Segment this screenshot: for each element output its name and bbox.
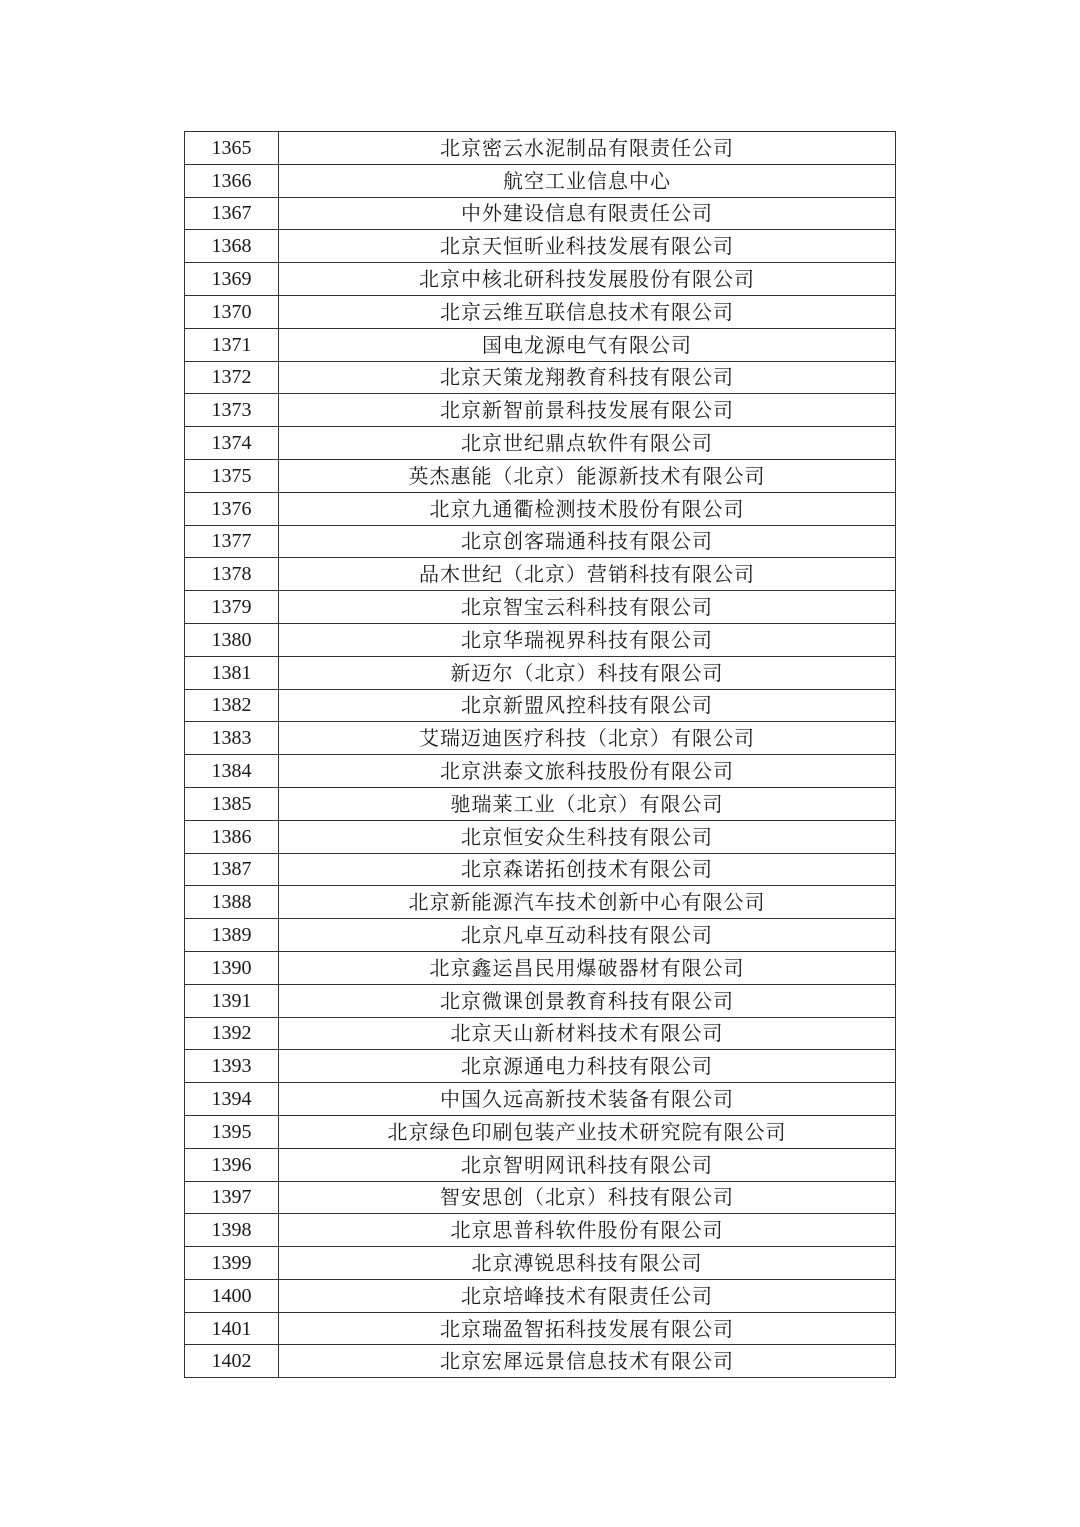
- row-number-cell: 1367: [185, 197, 279, 230]
- table-row: [185, 361, 896, 394]
- table-row: [185, 1050, 896, 1083]
- table-row: [185, 263, 896, 296]
- table-row: [185, 951, 896, 984]
- table-body: [185, 132, 896, 1378]
- company-name-cell: 北京宏犀远景信息技术有限公司: [279, 1345, 896, 1378]
- company-name-cell: 北京新盟风控科技有限公司: [279, 689, 896, 722]
- row-number-cell: 1384: [185, 755, 279, 788]
- row-number-cell: 1381: [185, 656, 279, 689]
- company-name-cell: 北京密云水泥制品有限责任公司: [279, 132, 896, 165]
- row-number-cell: 1366: [185, 164, 279, 197]
- table-row: [185, 558, 896, 591]
- table-row: [185, 1214, 896, 1247]
- company-name-cell: 北京新能源汽车技术创新中心有限公司: [279, 886, 896, 919]
- company-name-cell: 英杰惠能（北京）能源新技术有限公司: [279, 459, 896, 492]
- company-name-cell: 北京中核北研科技发展股份有限公司: [279, 263, 896, 296]
- row-number-cell: 1369: [185, 263, 279, 296]
- table-row: [185, 1115, 896, 1148]
- table-row: [185, 394, 896, 427]
- company-name-cell: 北京洪泰文旅科技股份有限公司: [279, 755, 896, 788]
- row-number-cell: 1398: [185, 1214, 279, 1247]
- row-number-cell: 1371: [185, 328, 279, 361]
- table-row: [185, 164, 896, 197]
- row-number-cell: 1387: [185, 853, 279, 886]
- table-row: [185, 919, 896, 952]
- company-name-cell: 驰瑞莱工业（北京）有限公司: [279, 787, 896, 820]
- table-row: [185, 623, 896, 656]
- company-name-cell: 中外建设信息有限责任公司: [279, 197, 896, 230]
- row-number-cell: 1397: [185, 1181, 279, 1214]
- company-name-cell: 北京智宝云科科技有限公司: [279, 591, 896, 624]
- row-number-cell: 1370: [185, 295, 279, 328]
- table-row: [185, 820, 896, 853]
- table-row: [185, 328, 896, 361]
- row-number-cell: 1383: [185, 722, 279, 755]
- company-list-table: [184, 131, 896, 1378]
- row-number-cell: 1386: [185, 820, 279, 853]
- row-number-cell: 1385: [185, 787, 279, 820]
- company-name-cell: 北京新智前景科技发展有限公司: [279, 394, 896, 427]
- company-name-cell: 中国久远高新技术装备有限公司: [279, 1083, 896, 1116]
- company-name-cell: 航空工业信息中心: [279, 164, 896, 197]
- row-number-cell: 1400: [185, 1279, 279, 1312]
- row-number-cell: 1372: [185, 361, 279, 394]
- row-number-cell: 1402: [185, 1345, 279, 1378]
- row-number-cell: 1380: [185, 623, 279, 656]
- row-number-cell: 1374: [185, 427, 279, 460]
- company-name-cell: 北京溥锐思科技有限公司: [279, 1247, 896, 1280]
- row-number-cell: 1378: [185, 558, 279, 591]
- table-row: [185, 197, 896, 230]
- row-number-cell: 1368: [185, 230, 279, 263]
- table-row: [185, 132, 896, 165]
- company-name-cell: 北京九通衢检测技术股份有限公司: [279, 492, 896, 525]
- table-row: [185, 1247, 896, 1280]
- company-name-cell: 北京鑫运昌民用爆破器材有限公司: [279, 951, 896, 984]
- row-number-cell: 1391: [185, 984, 279, 1017]
- table-row: [185, 492, 896, 525]
- table-row: [185, 459, 896, 492]
- company-name-cell: 新迈尔（北京）科技有限公司: [279, 656, 896, 689]
- table-row: [185, 1017, 896, 1050]
- table-row: [185, 722, 896, 755]
- company-name-cell: 北京瑞盈智拓科技发展有限公司: [279, 1312, 896, 1345]
- row-number-cell: 1373: [185, 394, 279, 427]
- table-row: [185, 591, 896, 624]
- table-row: [185, 886, 896, 919]
- company-name-cell: 北京华瑞视界科技有限公司: [279, 623, 896, 656]
- row-number-cell: 1399: [185, 1247, 279, 1280]
- table-row: [185, 427, 896, 460]
- company-name-cell: 国电龙源电气有限公司: [279, 328, 896, 361]
- table-row: [185, 984, 896, 1017]
- table-row: [185, 755, 896, 788]
- table-row: [185, 1083, 896, 1116]
- row-number-cell: 1375: [185, 459, 279, 492]
- company-name-cell: 北京绿色印刷包装产业技术研究院有限公司: [279, 1115, 896, 1148]
- row-number-cell: 1388: [185, 886, 279, 919]
- company-name-cell: 北京天恒昕业科技发展有限公司: [279, 230, 896, 263]
- table-row: [185, 1279, 896, 1312]
- table-row: [185, 295, 896, 328]
- row-number-cell: 1390: [185, 951, 279, 984]
- company-name-cell: 品木世纪（北京）营销科技有限公司: [279, 558, 896, 591]
- table-row: [185, 853, 896, 886]
- table-row: [185, 787, 896, 820]
- company-name-cell: 北京天山新材料技术有限公司: [279, 1017, 896, 1050]
- row-number-cell: 1392: [185, 1017, 279, 1050]
- row-number-cell: 1365: [185, 132, 279, 165]
- table-row: [185, 656, 896, 689]
- table-row: [185, 1181, 896, 1214]
- row-number-cell: 1389: [185, 919, 279, 952]
- company-name-cell: 北京云维互联信息技术有限公司: [279, 295, 896, 328]
- row-number-cell: 1379: [185, 591, 279, 624]
- company-name-cell: 北京凡卓互动科技有限公司: [279, 919, 896, 952]
- table-row: [185, 1148, 896, 1181]
- company-name-cell: 北京智明网讯科技有限公司: [279, 1148, 896, 1181]
- table-row: [185, 230, 896, 263]
- company-name-cell: 北京恒安众生科技有限公司: [279, 820, 896, 853]
- company-name-cell: 北京创客瑞通科技有限公司: [279, 525, 896, 558]
- company-name-cell: 北京源通电力科技有限公司: [279, 1050, 896, 1083]
- row-number-cell: 1393: [185, 1050, 279, 1083]
- company-name-cell: 北京培峰技术有限责任公司: [279, 1279, 896, 1312]
- company-name-cell: 北京微课创景教育科技有限公司: [279, 984, 896, 1017]
- company-name-cell: 智安思创（北京）科技有限公司: [279, 1181, 896, 1214]
- row-number-cell: 1401: [185, 1312, 279, 1345]
- company-name-cell: 北京天策龙翔教育科技有限公司: [279, 361, 896, 394]
- row-number-cell: 1395: [185, 1115, 279, 1148]
- table-row: [185, 1312, 896, 1345]
- company-name-cell: 北京思普科软件股份有限公司: [279, 1214, 896, 1247]
- table-row: [185, 525, 896, 558]
- company-name-cell: 北京森诺拓创技术有限公司: [279, 853, 896, 886]
- table-row: [185, 689, 896, 722]
- row-number-cell: 1376: [185, 492, 279, 525]
- table-row: [185, 1345, 896, 1378]
- row-number-cell: 1396: [185, 1148, 279, 1181]
- company-name-cell: 艾瑞迈迪医疗科技（北京）有限公司: [279, 722, 896, 755]
- company-name-cell: 北京世纪鼎点软件有限公司: [279, 427, 896, 460]
- row-number-cell: 1394: [185, 1083, 279, 1116]
- row-number-cell: 1377: [185, 525, 279, 558]
- row-number-cell: 1382: [185, 689, 279, 722]
